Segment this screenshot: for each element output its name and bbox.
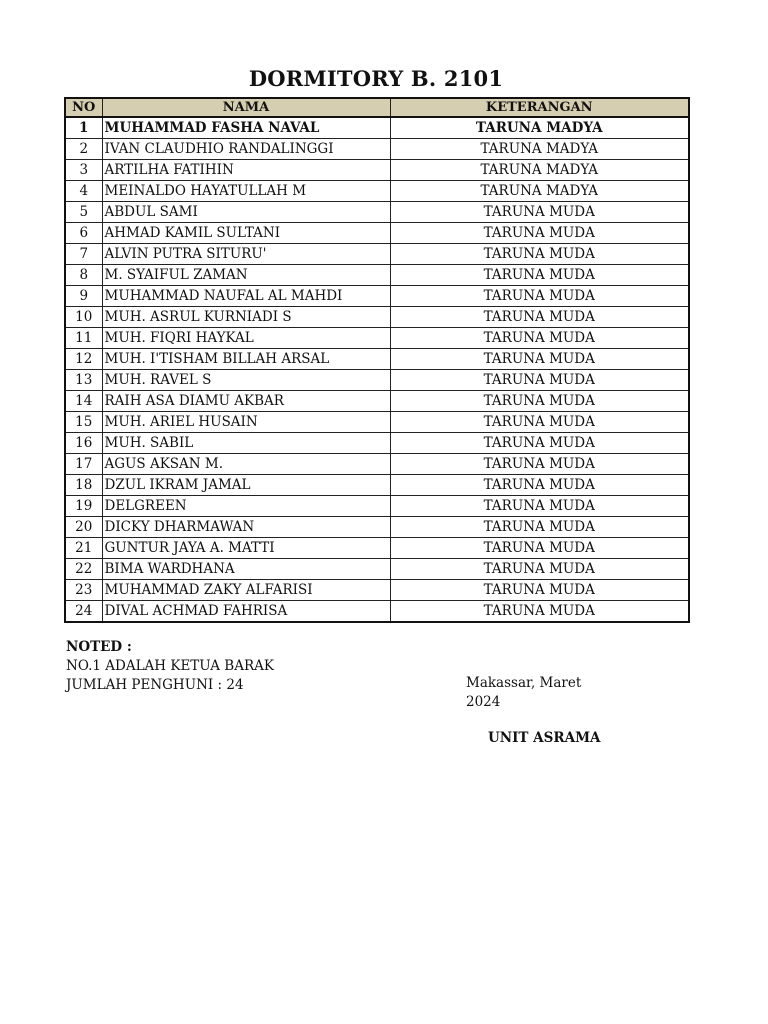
row-name: MUH. FIQRI HAYKAL	[102, 328, 390, 349]
table-row	[65, 223, 689, 244]
row-keterangan: TARUNA MUDA	[390, 475, 689, 496]
table-row	[65, 202, 689, 223]
table-row	[65, 496, 689, 517]
row-number: 23	[65, 580, 102, 601]
column-header-keterangan: KETERANGAN	[390, 98, 689, 117]
table-row	[65, 370, 689, 391]
table-row	[65, 454, 689, 475]
row-name: BIMA WARDHANA	[102, 559, 390, 580]
row-keterangan: TARUNA MADYA	[390, 160, 689, 181]
row-keterangan: TARUNA MUDA	[390, 559, 689, 580]
roster-body	[65, 117, 689, 622]
row-number: 16	[65, 433, 102, 454]
row-name: DELGREEN	[102, 496, 390, 517]
row-keterangan: TARUNA MUDA	[390, 454, 689, 475]
row-name: MUH. SABIL	[102, 433, 390, 454]
row-keterangan: TARUNA MUDA	[390, 433, 689, 454]
notes-line-leader: NO.1 ADALAH KETUA BARAK	[66, 658, 274, 674]
row-number: 4	[65, 181, 102, 202]
table-row	[65, 307, 689, 328]
row-name: MUH. ARIEL HUSAIN	[102, 412, 390, 433]
row-keterangan: TARUNA MUDA	[390, 202, 689, 223]
row-keterangan: TARUNA MUDA	[390, 244, 689, 265]
row-keterangan: TARUNA MUDA	[390, 328, 689, 349]
row-name: MUH. ASRUL KURNIADI S	[102, 307, 390, 328]
table-row	[65, 160, 689, 181]
table-row	[65, 433, 689, 454]
row-number: 1	[65, 117, 102, 139]
row-number: 18	[65, 475, 102, 496]
roster-table	[64, 97, 690, 623]
row-name: ABDUL SAMI	[102, 202, 390, 223]
notes-line-occupants: JUMLAH PENGHUNI : 24	[66, 677, 244, 693]
row-number: 13	[65, 370, 102, 391]
table-row	[65, 117, 689, 139]
row-name: DZUL IKRAM JAMAL	[102, 475, 390, 496]
table-row	[65, 559, 689, 580]
row-keterangan: TARUNA MADYA	[390, 117, 689, 139]
table-row	[65, 412, 689, 433]
row-number: 19	[65, 496, 102, 517]
row-keterangan: TARUNA MUDA	[390, 370, 689, 391]
row-name: IVAN CLAUDHIO RANDALINGGI	[102, 139, 390, 160]
row-name: MEINALDO HAYATULLAH M	[102, 181, 390, 202]
row-keterangan: TARUNA MUDA	[390, 286, 689, 307]
row-number: 21	[65, 538, 102, 559]
table-header-row	[65, 98, 689, 117]
row-keterangan: TARUNA MUDA	[390, 265, 689, 286]
table-row	[65, 517, 689, 538]
row-name: ALVIN PUTRA SITURU'	[102, 244, 390, 265]
row-number: 2	[65, 139, 102, 160]
column-header-no: NO	[65, 98, 102, 117]
row-keterangan: TARUNA MUDA	[390, 601, 689, 623]
signature-block	[466, 674, 616, 748]
row-number: 12	[65, 349, 102, 370]
row-keterangan: TARUNA MADYA	[390, 139, 689, 160]
row-name: MUHAMMAD FASHA NAVAL	[102, 117, 390, 139]
row-number: 9	[65, 286, 102, 307]
row-keterangan: TARUNA MUDA	[390, 496, 689, 517]
table-row	[65, 538, 689, 559]
row-name: DICKY DHARMAWAN	[102, 517, 390, 538]
table-row	[65, 349, 689, 370]
table-row	[65, 475, 689, 496]
table-row	[65, 244, 689, 265]
row-name: GUNTUR JAYA A. MATTI	[102, 538, 390, 559]
row-number: 24	[65, 601, 102, 623]
row-number: 7	[65, 244, 102, 265]
table-row	[65, 286, 689, 307]
row-number: 20	[65, 517, 102, 538]
table-row	[65, 181, 689, 202]
row-number: 3	[65, 160, 102, 181]
row-keterangan: TARUNA MUDA	[390, 391, 689, 412]
table-row	[65, 265, 689, 286]
row-number: 22	[65, 559, 102, 580]
table-row	[65, 601, 689, 623]
notes-block	[66, 638, 274, 695]
row-name: MUHAMMAD ZAKY ALFARISI	[102, 580, 390, 601]
row-keterangan: TARUNA MUDA	[390, 349, 689, 370]
row-number: 17	[65, 454, 102, 475]
table-row	[65, 328, 689, 349]
row-number: 11	[65, 328, 102, 349]
row-keterangan: TARUNA MUDA	[390, 538, 689, 559]
row-number: 5	[65, 202, 102, 223]
place-date: Makassar, Maret 2024	[466, 675, 582, 710]
row-name: ARTILHA FATIHIN	[102, 160, 390, 181]
table-row	[65, 391, 689, 412]
table-row	[65, 580, 689, 601]
column-header-nama: NAMA	[102, 98, 390, 117]
row-name: MUH. RAVEL S	[102, 370, 390, 391]
row-keterangan: TARUNA MUDA	[390, 517, 689, 538]
page-title: DORMITORY B. 2101	[248, 66, 504, 91]
row-name: MUH. I'TISHAM BILLAH ARSAL	[102, 349, 390, 370]
row-name: MUHAMMAD NAUFAL AL MAHDI	[102, 286, 390, 307]
row-number: 14	[65, 391, 102, 412]
row-keterangan: TARUNA MUDA	[390, 412, 689, 433]
row-name: AGUS AKSAN M.	[102, 454, 390, 475]
row-number: 8	[65, 265, 102, 286]
row-name: M. SYAIFUL ZAMAN	[102, 265, 390, 286]
notes-heading: NOTED :	[66, 639, 132, 655]
row-keterangan: TARUNA MUDA	[390, 223, 689, 244]
table-row	[65, 139, 689, 160]
row-name: AHMAD KAMIL SULTANI	[102, 223, 390, 244]
row-number: 15	[65, 412, 102, 433]
row-name: RAIH ASA DIAMU AKBAR	[102, 391, 390, 412]
row-keterangan: TARUNA MADYA	[390, 181, 689, 202]
row-keterangan: TARUNA MUDA	[390, 307, 689, 328]
row-number: 10	[65, 307, 102, 328]
row-number: 6	[65, 223, 102, 244]
row-name: DIVAL ACHMAD FAHRISA	[102, 601, 390, 623]
row-keterangan: TARUNA MUDA	[390, 580, 689, 601]
signing-unit: UNIT ASRAMA	[488, 730, 601, 746]
